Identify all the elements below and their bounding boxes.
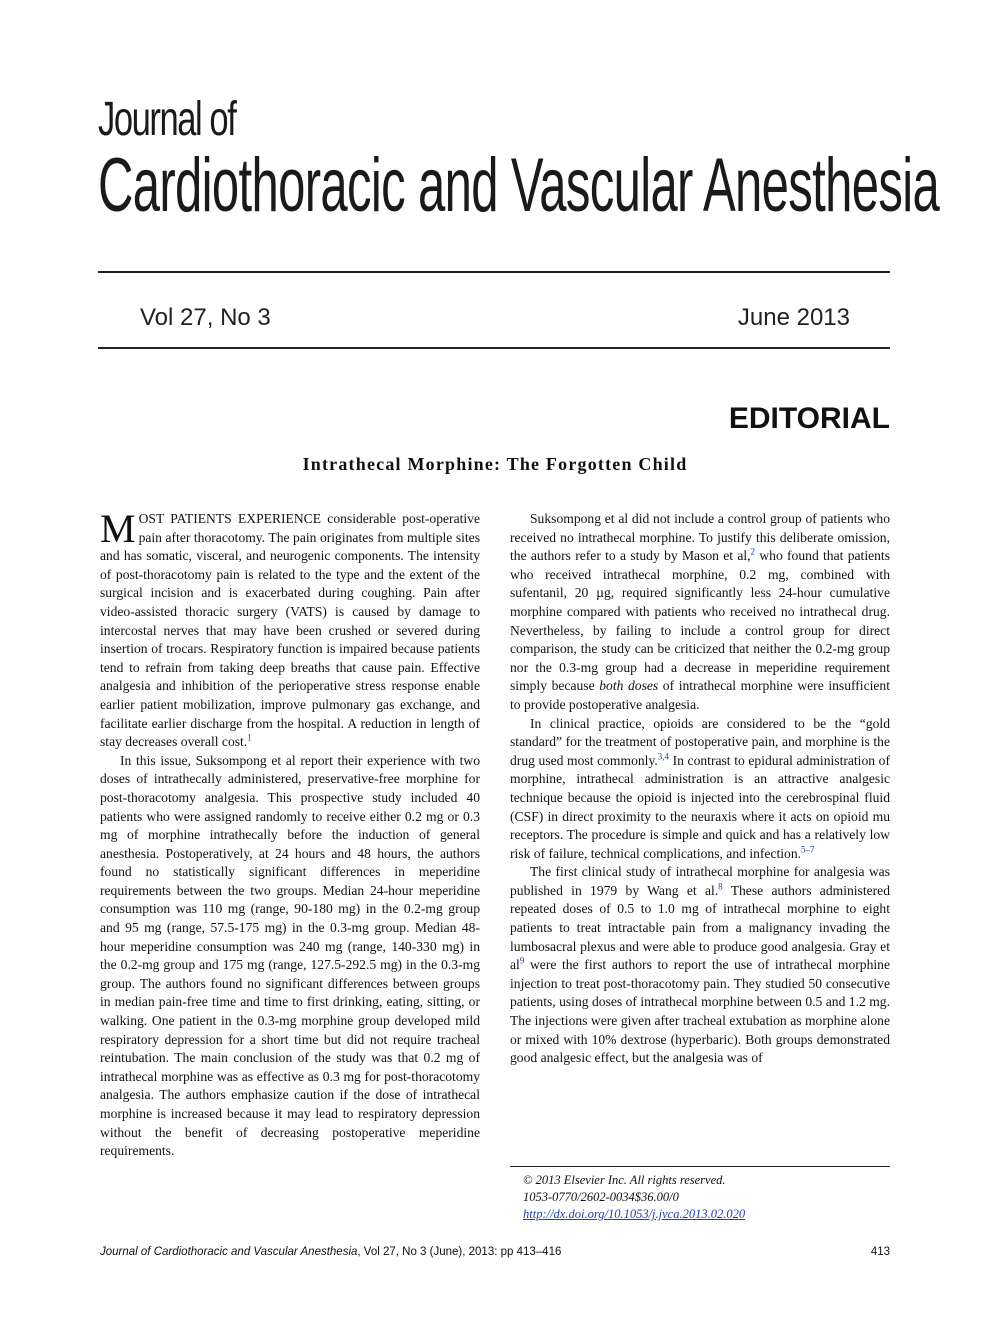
- reference-link[interactable]: 2: [750, 546, 756, 557]
- page-number: 413: [870, 1246, 890, 1258]
- journal-masthead-line2: Cardiothoracic and Vascular Anesthesia: [98, 143, 940, 228]
- paragraph-text: These authors administered repeated doses of 0.5 to 1.0 mg of intrathecal morphine to eight patients to treat intractable pain from a malignancy invading the lumbosacral plexus and were able to produce good analgesia. Gray et al: [510, 882, 890, 973]
- paragraph-text: who found that patients who received intrathecal morphine, 0.2 mg, combined with sufentanil, 20 µg, required significantly less 24-hour cumulative morphine compared with patients who received no intrathecal drug. Nevertheless, by failing to include a control group for direct comparison, the study can be criticized that neither the 0.2-mg group nor the 0.3-mg group had a decrease in meperidine requirement simply because: [510, 548, 890, 694]
- body-column-left: [100, 506, 480, 1161]
- paragraph: [510, 510, 890, 715]
- reference-link[interactable]: 5–7: [801, 844, 815, 855]
- paragraph: [510, 863, 890, 1068]
- reference-link[interactable]: 9: [519, 955, 525, 966]
- issue-date: June 2013: [737, 304, 850, 331]
- doi-link[interactable]: http://dx.doi.org/10.1053/j.jvca.2013.02.020: [523, 1207, 746, 1221]
- paragraph-text: OST PATIENTS EXPERIENCE considerable post-operative pain after thoracotomy. The pain originates from multiple sites and has somatic, visceral, and neurogenic components. The intensity of post-thoracotomy pain is related to the type and the extent of the surgical incision and is exacerbated during coughing. Pain after video-assisted thoracic surgery (VATS) is caused by damage to intercostal nerves that may have been crushed or severed during insertion of trocars. Respiratory function is impaired because patients tend to refrain from taking deep breaths that cause pain. Effective analgesia and inhibition of the perioperative stress response enable earlier patient mobilization, improve pulmonary gas exchange, and facilitate earlier discharge from the hospital. A reduction in length of stay decreases overall cost.: [100, 511, 480, 750]
- paragraph-text: In contrast to epidural administration of morphine, intrathecal administration is an attractive analgesic technique because the opioid is injected into the cerebrospinal fluid (CSF) in direct proximity to the neuraxis where it acts on opioid mu receptors. The procedure is simple and quick and has a relatively low risk of failure, technical complications, and infection.: [510, 752, 890, 861]
- reference-link[interactable]: 3,4: [657, 751, 670, 762]
- drop-cap: M: [100, 506, 136, 551]
- paragraph-text: The first clinical study of intrathecal morphine for analgesia was published in 1979 by Wang et al.: [510, 864, 890, 898]
- paragraph: [510, 715, 890, 864]
- issue-volume: Vol 27, No 3: [140, 304, 271, 331]
- paragraph-text: of intrathecal morphine were insufficient to provide postoperative analgesia.: [510, 678, 890, 712]
- body-column-right: [510, 510, 890, 1068]
- emphasis-text: both doses: [599, 678, 659, 694]
- reference-link[interactable]: 1: [247, 732, 252, 743]
- paragraph: [100, 506, 480, 752]
- article-title: Intrathecal Morphine: The Forgotten Child: [302, 454, 688, 474]
- paragraph-text: Suksompong et al did not include a control group of patients who received no intrathecal morphine. To justify this deliberate omission, the authors refer to a study by Mason et al,: [510, 511, 890, 564]
- paragraph-text: In clinical practice, opioids are considered to be the “gold standard” for the treatment of postoperative pain, and morphine is the drug used most commonly.: [510, 715, 890, 768]
- footer-journal-name: Journal of Cardiothoracic and Vascular Anesthesia: [100, 1246, 358, 1258]
- section-heading: EDITORIAL: [728, 402, 890, 435]
- footnote-rule: [510, 1166, 890, 1167]
- footer-citation: , Vol 27, No 3 (June), 2013: pp 413–416: [357, 1246, 562, 1258]
- masthead-rule-bottom: [98, 347, 890, 349]
- reference-link[interactable]: 8: [718, 881, 723, 892]
- paragraph: In this issue, Suksompong et al report their experience with two doses of intrathecally administered, preservative-free morphine for post-thoracotomy analgesia. This prospective study included 40 patients who were assigned randomly to receive either 0.2 mg or 0.3 mg of morphine intrathecally before the induction of general anesthesia. Postoperatively, at 24 hours and 48 hours, the authors found no statistically significant differences in meperidine requirements between the two groups. Median 24-hour meperidine consumption was 110 mg (range, 90-180 mg) in the 0.2-mg group and 95 mg (range, 57.5-175 mg) in the 0.3-mg group. Median 48-hour meperidine consumption was 240 mg (range, 140-330 mg) in the 0.2-mg group and 175 mg (range, 127.5-292.5 mg) in the 0.3-mg group. The authors found no significant differences between groups in median pain-free time and time to first drinking, eating, sitting, or walking. One patient in the 0.3-mg morphine group developed mild respiratory depression for a short time but did not require tracheal reintubation. The main conclusion of the study was that 0.2 mg of intrathecal morphine was as effective as 0.3 mg for post-thoracotomy analgesia. The authors emphasize caution if the dose of intrathecal morphine is increased because it may lead to respiratory depression without the benefit of decreasing postoperative meperidine requirements.: [100, 752, 480, 1159]
- running-footer: [100, 1246, 561, 1258]
- doi-line: [523, 1206, 883, 1223]
- issn-code: 1053-0770/2602-0034$36.00/0: [523, 1190, 679, 1204]
- journal-masthead-line1: Journal of: [98, 93, 236, 146]
- paragraph-text: were the first authors to report the use of intrathecal morphine injection to treat post-thoracotomy pain. They studied 50 consecutive patients, using doses of intrathecal morphine between 0.5 and 1.2 mg. The injections were given after tracheal extubation as morphine alone or mixed with 10% dextrose (hyperbaric). Both groups demonstrated good analgesic effect, but the analgesia was of: [510, 957, 890, 1066]
- masthead-rule-top: [98, 271, 890, 273]
- copyright-notice: © 2013 Elsevier Inc. All rights reserved.: [523, 1173, 726, 1187]
